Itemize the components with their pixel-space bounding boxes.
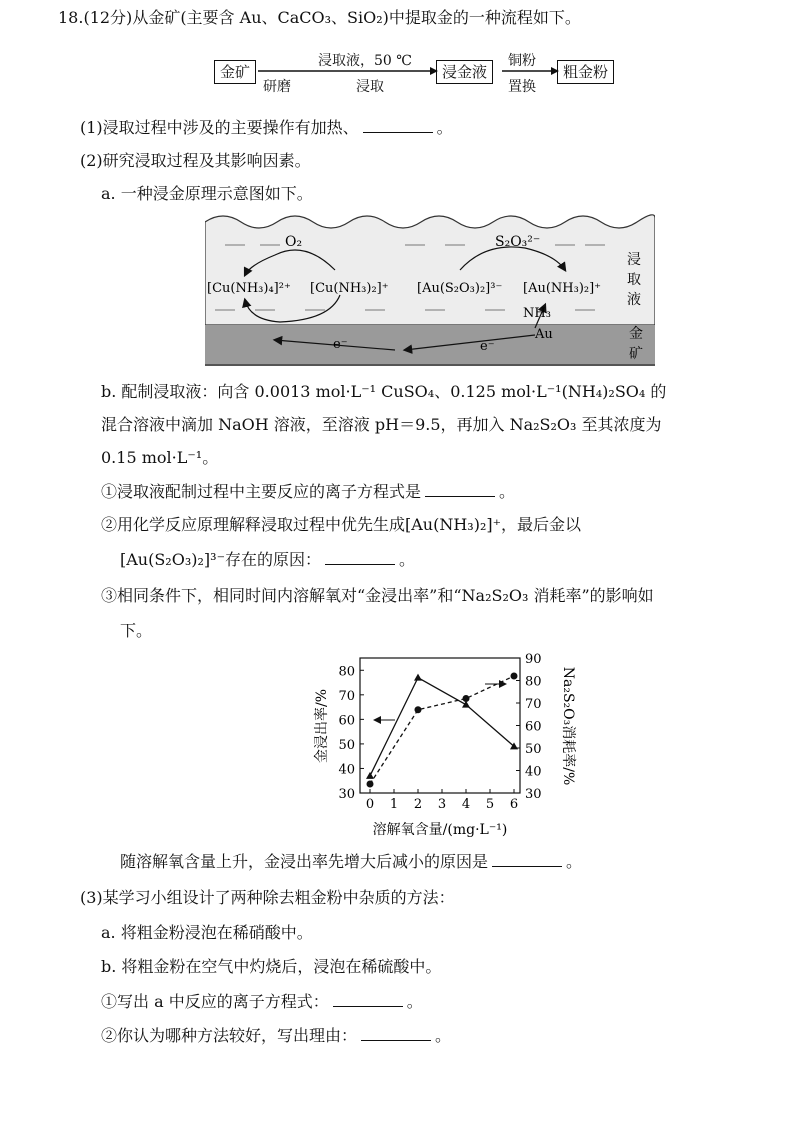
x-tick-label: 5 bbox=[485, 797, 495, 812]
question-3c2-end: 。 bbox=[435, 1026, 452, 1045]
question-3c2 bbox=[101, 1024, 451, 1048]
diagram-side-top-1: 浸 bbox=[627, 252, 641, 268]
diagram-side-top-2: 取 bbox=[627, 272, 641, 288]
question-1 bbox=[80, 116, 453, 140]
answer-blank-2c2[interactable] bbox=[325, 548, 395, 565]
x-tick-label: 0 bbox=[365, 797, 375, 812]
chart-xlabel: 溶解氧含量/(mg·L⁻¹) bbox=[372, 822, 508, 838]
question-2-reason-end: 。 bbox=[566, 852, 583, 871]
question-3c1-text: ①写出 a 中反应的离子方程式： bbox=[101, 992, 329, 1011]
question-3c2-text: ②你认为哪种方法较好，写出理由： bbox=[101, 1026, 358, 1045]
data-point-circle bbox=[367, 781, 374, 788]
data-point-triangle bbox=[366, 772, 374, 779]
question-2c3-line1: ③相同条件下，相同时间内溶解氧对“金浸出率”和“Na₂S₂O₃ 消耗率”的影响如 bbox=[101, 586, 654, 605]
y-left-tick-label: 80 bbox=[338, 664, 355, 680]
question-score: (12分) bbox=[83, 8, 133, 27]
question-1-end: 。 bbox=[436, 118, 453, 137]
question-2: (2)研究浸取过程及其影响因素。 bbox=[80, 151, 311, 170]
diagram-cu-nh3-2: [Cu(NH₃)₂]⁺ bbox=[310, 281, 389, 296]
question-stem-text: 从金矿(主要含 Au、CaCO₃、SiO₂)中提取金的一种流程如下。 bbox=[132, 8, 581, 27]
y-left-tick-label: 70 bbox=[338, 688, 355, 704]
y-right-tick-label: 80 bbox=[525, 674, 542, 690]
x-tick-label: 4 bbox=[461, 797, 471, 812]
x-tick-label: 1 bbox=[389, 797, 399, 812]
question-3a: a. 将粗金粉浸泡在稀硝酸中。 bbox=[101, 923, 313, 942]
flow-box-solution: 浸金液 bbox=[436, 60, 493, 84]
series-line-thiosulfate-consumption bbox=[370, 676, 514, 784]
diagram-nh3: NH₃ bbox=[523, 306, 551, 321]
y-right-tick-label: 70 bbox=[525, 697, 542, 712]
answer-blank-1[interactable] bbox=[363, 116, 433, 133]
question-3b: b. 将粗金粉在空气中灼烧后，浸泡在稀硫酸中。 bbox=[101, 957, 442, 976]
question-number: 18. bbox=[58, 8, 84, 27]
y-left-tick-label: 60 bbox=[338, 713, 355, 729]
diagram-au: Au bbox=[535, 327, 553, 342]
y-right-tick-label: 50 bbox=[525, 742, 542, 757]
question-2a: a. 一种浸金原理示意图如下。 bbox=[101, 184, 313, 203]
question-2c1-end: 。 bbox=[499, 482, 516, 501]
diagram-au-nh3: [Au(NH₃)₂]⁺ bbox=[523, 281, 602, 296]
flow-label-grind: 研磨 bbox=[263, 79, 291, 95]
dissolved-oxygen-chart bbox=[300, 648, 600, 848]
diagram-s2o3: S₂O₃²⁻ bbox=[495, 234, 541, 250]
plot-frame bbox=[360, 658, 520, 793]
answer-blank-2c1[interactable] bbox=[425, 480, 495, 497]
question-2c3-line2: 下。 bbox=[120, 621, 153, 640]
y-right-tick-label: 40 bbox=[525, 764, 542, 780]
y-left-tick-label: 30 bbox=[338, 787, 355, 802]
chart-ylabel-right: Na₂S₂O₃消耗率/% bbox=[560, 666, 576, 786]
diagram-electron-1: e⁻ bbox=[333, 337, 348, 352]
question-2c1 bbox=[101, 480, 515, 504]
question-2-reason-text: 随溶解氧含量上升，金浸出率先增大后减小的原因是 bbox=[120, 852, 489, 871]
flow-label-leach-solution: 浸取液，50 ℃ bbox=[318, 53, 412, 69]
leaching-diagram bbox=[205, 210, 655, 370]
flow-box-product: 粗金粉 bbox=[557, 60, 614, 84]
question-2-reason bbox=[120, 850, 582, 874]
chart-ylabel-left: 金浸出率/% bbox=[314, 688, 330, 764]
question-2b-line2: 混合溶液中滴加 NaOH 溶液，至溶液 pH＝9.5，再加入 Na₂S₂O₃ 至其浓度为 bbox=[101, 415, 662, 434]
series-line-gold-leach-rate bbox=[370, 678, 514, 776]
flow-label-copper-powder: 铜粉 bbox=[508, 53, 536, 69]
diagram-side-bot-1: 金 bbox=[629, 326, 643, 342]
diagram-au-s2o3: [Au(S₂O₃)₂]³⁻ bbox=[417, 281, 503, 296]
data-point-circle bbox=[463, 695, 470, 702]
y-left-tick-label: 50 bbox=[338, 737, 355, 753]
data-point-circle bbox=[511, 673, 518, 680]
data-point-triangle bbox=[414, 674, 422, 681]
y-left-tick-label: 40 bbox=[338, 762, 355, 778]
x-tick-label: 3 bbox=[437, 797, 447, 812]
question-2c2-line2 bbox=[120, 548, 415, 572]
question-3c1 bbox=[101, 990, 423, 1014]
answer-blank-2-reason[interactable] bbox=[492, 850, 562, 867]
diagram-side-bot-2: 矿 bbox=[629, 346, 643, 362]
x-tick-label: 6 bbox=[509, 797, 519, 812]
question-2c2-end: 。 bbox=[399, 550, 416, 569]
diagram-side-top-3: 液 bbox=[627, 292, 641, 308]
flow-box-ore: 金矿 bbox=[214, 60, 256, 84]
question-2c1-text: ①浸取液配制过程中主要反应的离子方程式是 bbox=[101, 482, 422, 501]
y-right-tick-label: 90 bbox=[525, 652, 542, 667]
answer-blank-3c2[interactable] bbox=[361, 1024, 431, 1041]
question-3c1-end: 。 bbox=[406, 992, 423, 1011]
question-2c2-line1: ②用化学反应原理解释浸取过程中优先生成[Au(NH₃)₂]⁺，最后金以 bbox=[101, 515, 582, 534]
diagram-o2: O₂ bbox=[285, 234, 303, 250]
question-2c2-text: [Au(S₂O₃)₂]³⁻存在的原因： bbox=[120, 550, 322, 569]
diagram-cu-nh3-4: [Cu(NH₃)₄]²⁺ bbox=[207, 281, 291, 296]
question-2b-line1: b. 配制浸取液：向含 0.0013 mol·L⁻¹ CuSO₄、0.125 mol·L⁻¹(NH₄)₂SO₄ 的 bbox=[101, 382, 667, 401]
question-1-text: (1)浸取过程中涉及的主要操作有加热、 bbox=[80, 118, 359, 137]
data-point-circle bbox=[415, 706, 422, 713]
y-right-tick-label: 60 bbox=[525, 719, 542, 735]
diagram-electron-2: e⁻ bbox=[480, 339, 495, 354]
flow-label-leach: 浸取 bbox=[356, 79, 384, 95]
y-right-tick-label: 30 bbox=[525, 787, 542, 802]
flow-label-replace: 置换 bbox=[508, 79, 536, 95]
answer-blank-3c1[interactable] bbox=[333, 990, 403, 1007]
question-2b-line3: 0.15 mol·L⁻¹。 bbox=[101, 448, 219, 467]
x-tick-label: 2 bbox=[413, 797, 423, 812]
question-3: (3)某学习小组设计了两种除去粗金粉中杂质的方法： bbox=[80, 888, 455, 907]
